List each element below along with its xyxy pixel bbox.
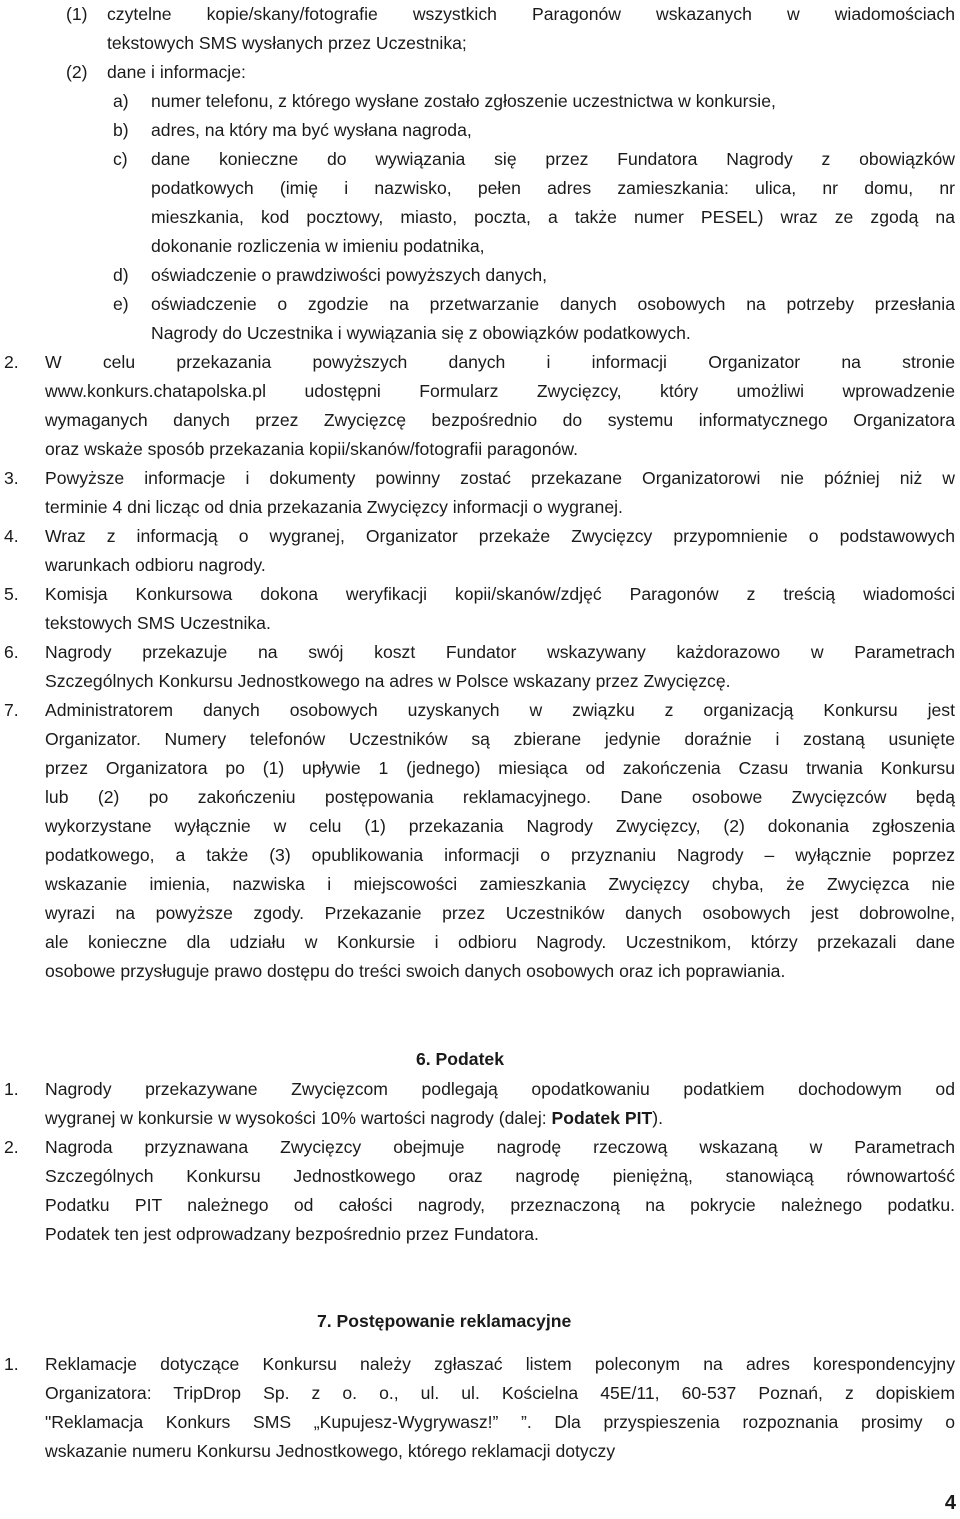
list-marker: 4. bbox=[4, 526, 19, 546]
list-marker: 7. bbox=[4, 700, 19, 720]
list-marker: 1. bbox=[4, 1354, 19, 1374]
text-line: Nagroda przyznawana Zwycięzcy obejmuje nagrodę rzeczową wskazaną w Parametrach bbox=[45, 1137, 955, 1157]
text-line: Nagrody przekazywane Zwycięzcom podlegają opodatkowaniu podatkiem dochodowym od bbox=[45, 1079, 955, 1099]
text-line: podatkowych (imię i nazwisko, pełen adres zamieszkania: ulica, nr domu, nr bbox=[151, 178, 955, 198]
section-heading-reklamacje: 7. Postępowanie reklamacyjne bbox=[317, 1311, 572, 1331]
text-line: czytelne kopie/skany/fotografie wszystkich Paragonów wskazanych w wiadomościach bbox=[107, 4, 955, 24]
list-marker: 1. bbox=[4, 1079, 19, 1099]
text-line: Wraz z informacją o wygranej, Organizator przekaże Zwycięzcy przypomnienie o podstawowych bbox=[45, 526, 955, 546]
list-marker: (2) bbox=[66, 62, 88, 82]
list-marker: 2. bbox=[4, 352, 19, 372]
section-heading-podatek: 6. Podatek bbox=[416, 1049, 505, 1069]
text-line: dane konieczne do wywiązania się przez Fundatora Nagrody z obowiązków bbox=[151, 149, 955, 169]
text-line: warunkach odbioru nagrody. bbox=[45, 555, 266, 575]
list-marker: e) bbox=[113, 294, 129, 314]
text-line: wykorzystane wyłącznie w celu (1) przekazania Nagrody Zwycięzcy, (2) dokonania zgłoszenia bbox=[45, 816, 955, 836]
list-marker: d) bbox=[113, 265, 129, 285]
text-line: wyrazi na powyższe zgody. Przekazanie przez Uczestników danych osobowych jest dobrowolne, bbox=[45, 903, 955, 923]
text-line: Nagrody przekazuje na swój koszt Fundator wskazywany każdorazowo w Parametrach bbox=[45, 642, 955, 662]
list-marker: c) bbox=[113, 149, 128, 169]
text-line: dokonanie rozliczenia w imieniu podatnika, bbox=[151, 236, 485, 256]
text-line: Reklamacje dotyczące Konkursu należy zgłaszać listem poleconym na adres korespondencyjny bbox=[45, 1354, 955, 1374]
text-line: terminie 4 dni licząc od dnia przekazania Zwycięzcy informacji o wygranej. bbox=[45, 497, 623, 517]
list-marker: 3. bbox=[4, 468, 19, 488]
text-line: Powyższe informacje i dokumenty powinny zostać przekazane Organizatorowi nie później niż w bbox=[45, 468, 955, 488]
text-line: Podatek ten jest odprowadzany bezpośrednio przez Fundatora. bbox=[45, 1224, 539, 1244]
text-line: oświadczenie o zgodzie na przetwarzanie danych osobowych na potrzeby przesłania bbox=[151, 294, 955, 314]
text-span: wygranej w konkursie w wysokości 10% wartości nagrody (dalej: bbox=[45, 1108, 552, 1128]
text-line: oświadczenie o prawdziwości powyższych danych, bbox=[151, 265, 548, 285]
text-line: numer telefonu, z którego wysłane zostało zgłoszenie uczestnictwa w konkursie, bbox=[151, 91, 776, 111]
page-number: 4 bbox=[944, 1492, 956, 1514]
text-line: adres, na który ma być wysłana nagroda, bbox=[151, 120, 472, 140]
text-line: www.konkurs.chatapolska.pl udostępni Formularz Zwycięzcy, który umożliwi wprowadzenie bbox=[45, 381, 955, 401]
defined-term: Podatek PIT bbox=[551, 1108, 653, 1128]
text-line: Organizator. Numery telefonów Uczestników są zbierane jedynie doraźnie i zostaną usunięte bbox=[45, 729, 955, 749]
text-line: wskazanie numeru Konkursu Jednostkowego, którego reklamacji dotyczy bbox=[45, 1441, 616, 1461]
text-line: przez Organizatora po (1) upływie 1 (jednego) miesiąca od zakończenia Czasu trwania Konkursu bbox=[45, 758, 955, 778]
list-marker: 2. bbox=[4, 1137, 19, 1157]
text-line: tekstowych SMS wysłanych przez Uczestnika; bbox=[107, 33, 467, 53]
text-line: mieszkania, kod pocztowy, miasto, poczta, a także numer PESEL) wraz ze zgodą na bbox=[151, 207, 955, 227]
text-line: W celu przekazania powyższych danych i informacji Organizator na stronie bbox=[45, 352, 955, 372]
text-line bbox=[45, 1104, 663, 1133]
text-span: ). bbox=[652, 1108, 663, 1128]
text-line: wskazanie imienia, nazwiska i miejscowości zamieszkania Zwycięzcy chyba, że Zwycięzca nie bbox=[45, 874, 955, 894]
text-line: Szczególnych Konkursu Jednostkowego na adres w Polsce wskazany przez Zwycięzcę. bbox=[45, 671, 731, 691]
text-line: tekstowych SMS Uczestnika. bbox=[45, 613, 271, 633]
text-line: dane i informacje: bbox=[107, 62, 246, 82]
text-line: oraz wskaże sposób przekazania kopii/skanów/fotografii paragonów. bbox=[45, 439, 579, 459]
text-line: Komisja Konkursowa dokona weryfikacji kopii/skanów/zdjęć Paragonów z treścią wiadomości bbox=[45, 584, 955, 604]
text-line: osobowe przysługuje prawo dostępu do treści swoich danych osobowych oraz ich poprawiania. bbox=[45, 961, 786, 981]
list-marker: b) bbox=[113, 120, 129, 140]
text-line: lub (2) po zakończeniu postępowania reklamacyjnego. Dane osobowe Zwycięzców będą bbox=[45, 787, 955, 807]
text-line: podatkowego, a także (3) opublikowania informacji o przyznaniu Nagrody – wyłącznie poprzez bbox=[45, 845, 955, 865]
list-marker: a) bbox=[113, 91, 129, 111]
list-marker: 6. bbox=[4, 642, 19, 662]
text-line: ale konieczne dla udziału w Konkursie i odbioru Nagrody. Uczestnikom, którzy przekazali dane bbox=[45, 932, 955, 952]
list-marker: 5. bbox=[4, 584, 19, 604]
text-line: "Reklamacja Konkurs SMS „Kupujesz-Wygrywasz!” ”. Dla przyspieszenia rozpoznania prosimy o bbox=[45, 1412, 955, 1432]
text-line: Nagrody do Uczestnika i wywiązania się z obowiązków podatkowych. bbox=[151, 323, 691, 343]
text-line: Organizatora: TripDrop Sp. z o. o., ul. ul. Kościelna 45E/11, 60-537 Poznań, z dopiskiem bbox=[45, 1383, 955, 1403]
list-marker: (1) bbox=[66, 4, 88, 24]
text-line: Podatku PIT należnego od całości nagrody, przeznaczoną na pokrycie należnego podatku. bbox=[45, 1195, 955, 1215]
text-line: Administratorem danych osobowych uzyskanych w związku z organizacją Konkursu jest bbox=[45, 700, 955, 720]
text-line: wymaganych danych przez Zwycięzcę bezpośrednio do systemu informatycznego Organizatora bbox=[45, 410, 955, 430]
text-line: Szczególnych Konkursu Jednostkowego oraz nagrodę pieniężną, stanowiącą równowartość bbox=[45, 1166, 955, 1186]
